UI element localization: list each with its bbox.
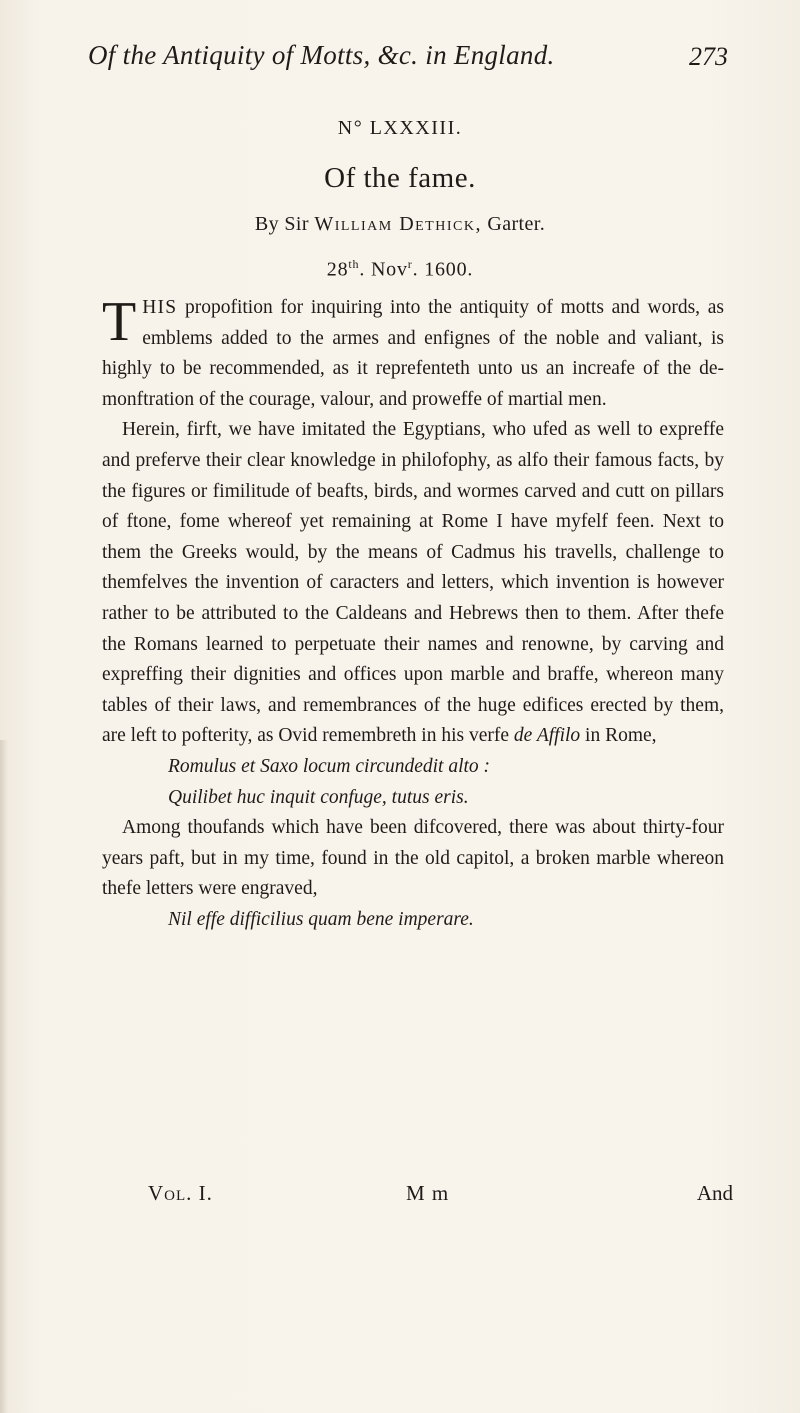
paragraph-1 [102, 293, 724, 415]
author-name: William Dethick, [314, 213, 482, 235]
article-number: N° LXXXIII. [337, 117, 463, 139]
paragraph-2-text: Herein, firft, we have imitated the Egyptians, who ufed as well to expreffe and preferve their clear knowledge in philofophy, as alfo their famous facts, by the figures or fimilitude of beafts, birds, and wormes carved and cutt on pillars of ftone, fome whereof yet remaining at Rome I have myfelf feen. Next to them the Greeks would, by the means of Cadmus his travells, challenge to themfelves the invention of caracters and letters, which invention is however rather to be attributed to the Caldeans and Hebrews then to them. After thefe the Romans learned to perpetuate their names and renowne, by carving and expreffing their dignities and offices upon marble and braffe, whereon many tables of their laws, and remembrances of the huge edifices erected by them, are left to pofterity, as Ovid remembreth in his verfe [102, 419, 724, 747]
first-word: HIS [142, 297, 178, 318]
dateline [0, 257, 800, 282]
byline [0, 213, 800, 236]
verse-line-1: Romulus et Saxo locum circundedit alto : [168, 755, 491, 777]
date-year: . 1600. [412, 258, 474, 281]
paragraph-3: Among thoufands which have been difcovered, there was about thirty-four years paft, but in my time, found in the old capitol, a broken marble whereon thefe letters were engraved, [102, 817, 724, 900]
paragraph-1-text: propofition for inquiring into the antiquity of motts and words, as emblems added to the armes and enfignes of the noble and valiant, is highly to be recommended, as it reprefenteth unto us an increafe of the demonftration of the courage, valour, and proweffe of martial men. [102, 297, 724, 410]
gathering-mark: M m [406, 1181, 450, 1205]
date-month: . Nov [359, 258, 408, 281]
date-day: 28 [326, 258, 349, 281]
verse-line-3: Nil effe difficilius quam bene imperare. [168, 908, 474, 930]
drop-cap: T [102, 291, 137, 353]
author-office: Garter. [487, 213, 546, 235]
page-edge-shadow [0, 740, 8, 1413]
running-head [88, 40, 728, 80]
running-title: Of the Antiquity of Motts, &c. in England. [88, 40, 555, 70]
body-text [102, 293, 724, 935]
date-day-suffix: th [348, 257, 360, 271]
page-footer [148, 1181, 733, 1211]
page-number: 273 [689, 42, 728, 71]
verse-line-2: Quilibet huc inquit confuge, tutus eris. [168, 786, 469, 808]
byline-prefix: By Sir [254, 213, 309, 235]
article-title: Of the fame. [324, 162, 476, 194]
paragraph-2 [102, 415, 724, 752]
paragraph-2-italic: de Affilo [513, 725, 581, 747]
date-month-suffix: r [407, 257, 413, 271]
paragraph-2-end: in Rome, [585, 725, 657, 747]
catchword: And [696, 1181, 733, 1205]
volume-signature: Vol. I. [148, 1181, 213, 1205]
